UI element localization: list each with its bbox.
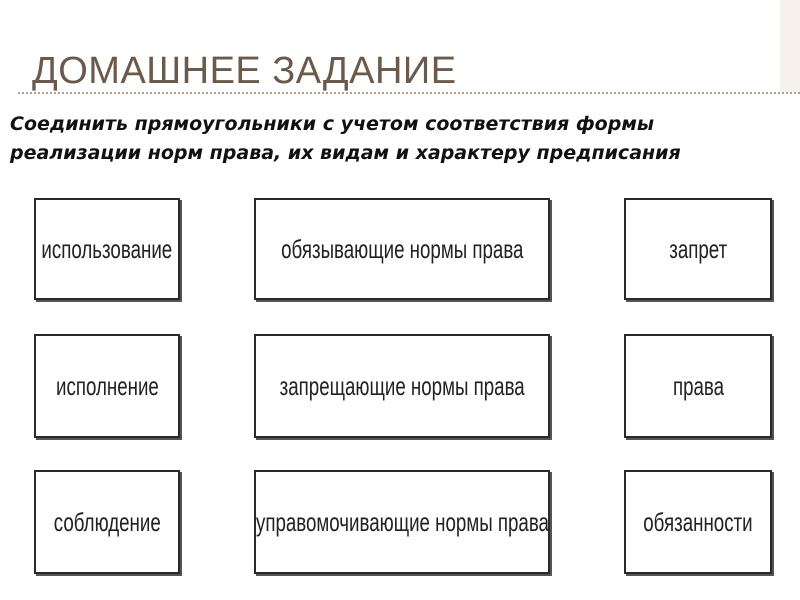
box-prescription-duties[interactable] xyxy=(624,470,772,574)
task-instruction: Соединить прямоугольники с учетом соответствия формы реализации норм права, их видам и характеру предписания xyxy=(10,113,681,164)
box-norm-obligating[interactable] xyxy=(254,198,550,300)
box-form-compliance[interactable] xyxy=(34,470,180,574)
box-form-use[interactable] xyxy=(34,198,180,300)
corner-decoration xyxy=(780,0,800,92)
box-label: запрещающие нормы права xyxy=(279,370,525,401)
box-label: управомочивающие нормы права xyxy=(255,506,549,537)
box-label: соблюдение xyxy=(53,506,161,537)
box-norm-empowering[interactable] xyxy=(254,470,550,574)
title-divider xyxy=(18,92,800,94)
box-label: исполнение xyxy=(55,370,159,401)
box-label: запрет xyxy=(669,233,727,264)
box-prescription-prohibition[interactable] xyxy=(624,198,772,300)
slide-title: ДОМАШНЕЕ ЗАДАНИЕ xyxy=(32,50,457,92)
box-label: использование xyxy=(41,233,173,264)
box-label: обязанности xyxy=(643,506,753,537)
box-label: обязывающие нормы права xyxy=(280,233,524,264)
box-label: права xyxy=(672,370,724,401)
box-prescription-rights[interactable] xyxy=(624,334,772,438)
box-norm-prohibiting[interactable] xyxy=(254,334,550,438)
box-form-execution[interactable] xyxy=(34,334,180,438)
